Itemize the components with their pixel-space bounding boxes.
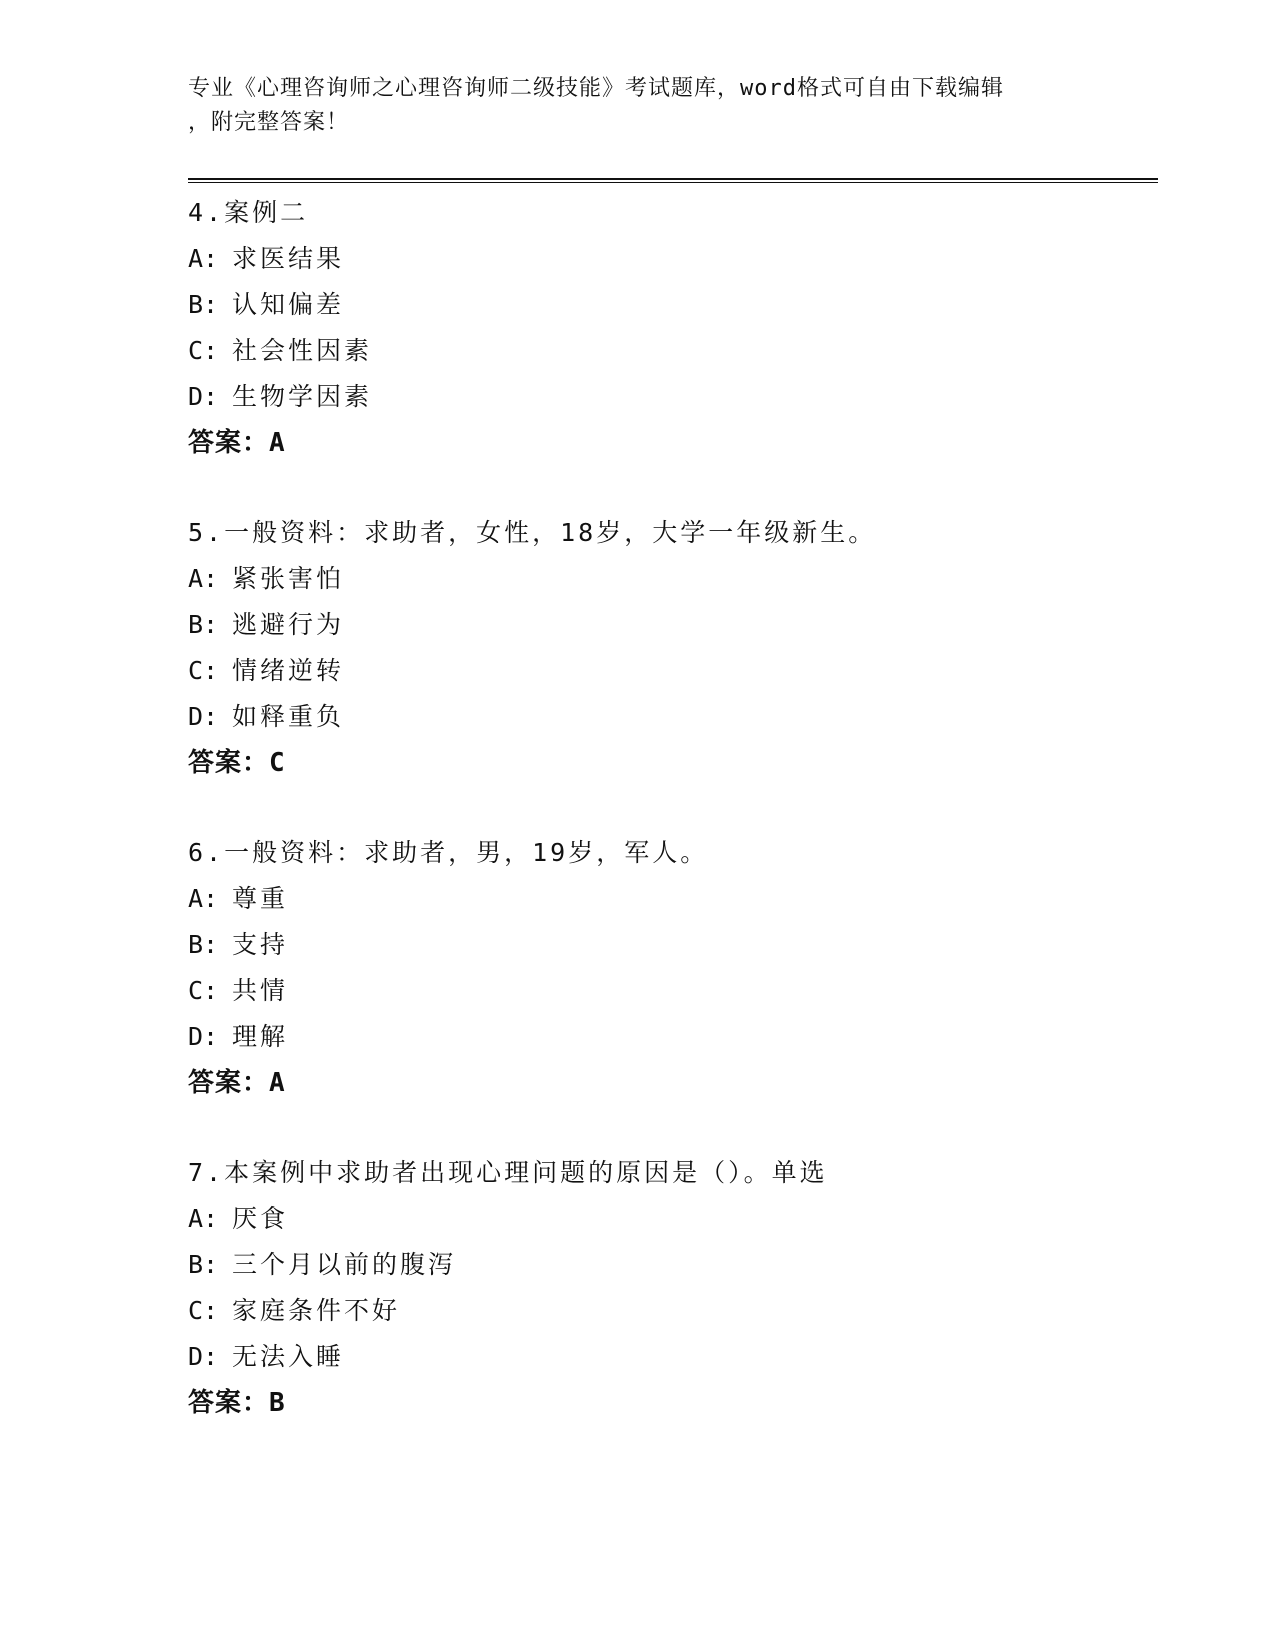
question-title: 6.一般资料：求助者，男，19岁，军人。: [188, 838, 709, 867]
answer-value: A: [269, 1068, 286, 1098]
document-header: [188, 72, 1088, 140]
header-divider: [188, 178, 1158, 183]
option-b: B: 认知偏差: [188, 290, 345, 319]
question-title: 7.本案例中求助者出现心理问题的原因是（）。单选: [188, 1158, 828, 1187]
option-a: A: 求医结果: [188, 244, 345, 273]
answer: 答案：B: [188, 1388, 286, 1418]
option-c: C: 共情: [188, 976, 289, 1005]
header-line-2: ，附完整答案！: [188, 110, 350, 135]
option-d: D: 如释重负: [188, 702, 345, 731]
question-title: 4.案例二: [188, 198, 309, 227]
option-d: D: 生物学因素: [188, 382, 373, 411]
answer-value: B: [269, 1388, 286, 1418]
question-title: 5.一般资料：求助者，女性，18岁，大学一年级新生。: [188, 518, 877, 547]
answer: 答案：A: [188, 428, 286, 458]
answer: 答案：C: [188, 748, 286, 778]
question-4: [188, 190, 1138, 466]
option-c: C: 情绪逆转: [188, 656, 345, 685]
question-6: [188, 830, 1138, 1106]
option-a: A: 厌食: [188, 1204, 289, 1233]
option-c: C: 社会性因素: [188, 336, 373, 365]
option-a: A: 尊重: [188, 884, 289, 913]
question-list: [188, 190, 1138, 1470]
header-line-1: 专业《心理咨询师之心理咨询师二级技能》考试题库，word格式可自由下载编辑: [188, 76, 1004, 101]
option-d: D: 理解: [188, 1022, 289, 1051]
option-b: B: 支持: [188, 930, 289, 959]
answer-value: C: [269, 748, 286, 778]
option-b: B: 三个月以前的腹泻: [188, 1250, 457, 1279]
option-d: D: 无法入睡: [188, 1342, 345, 1371]
option-b: B: 逃避行为: [188, 610, 345, 639]
option-c: C: 家庭条件不好: [188, 1296, 401, 1325]
answer-value: A: [269, 428, 286, 458]
option-a: A: 紧张害怕: [188, 564, 345, 593]
question-5: [188, 510, 1138, 786]
question-7: [188, 1150, 1138, 1426]
answer: 答案：A: [188, 1068, 286, 1098]
